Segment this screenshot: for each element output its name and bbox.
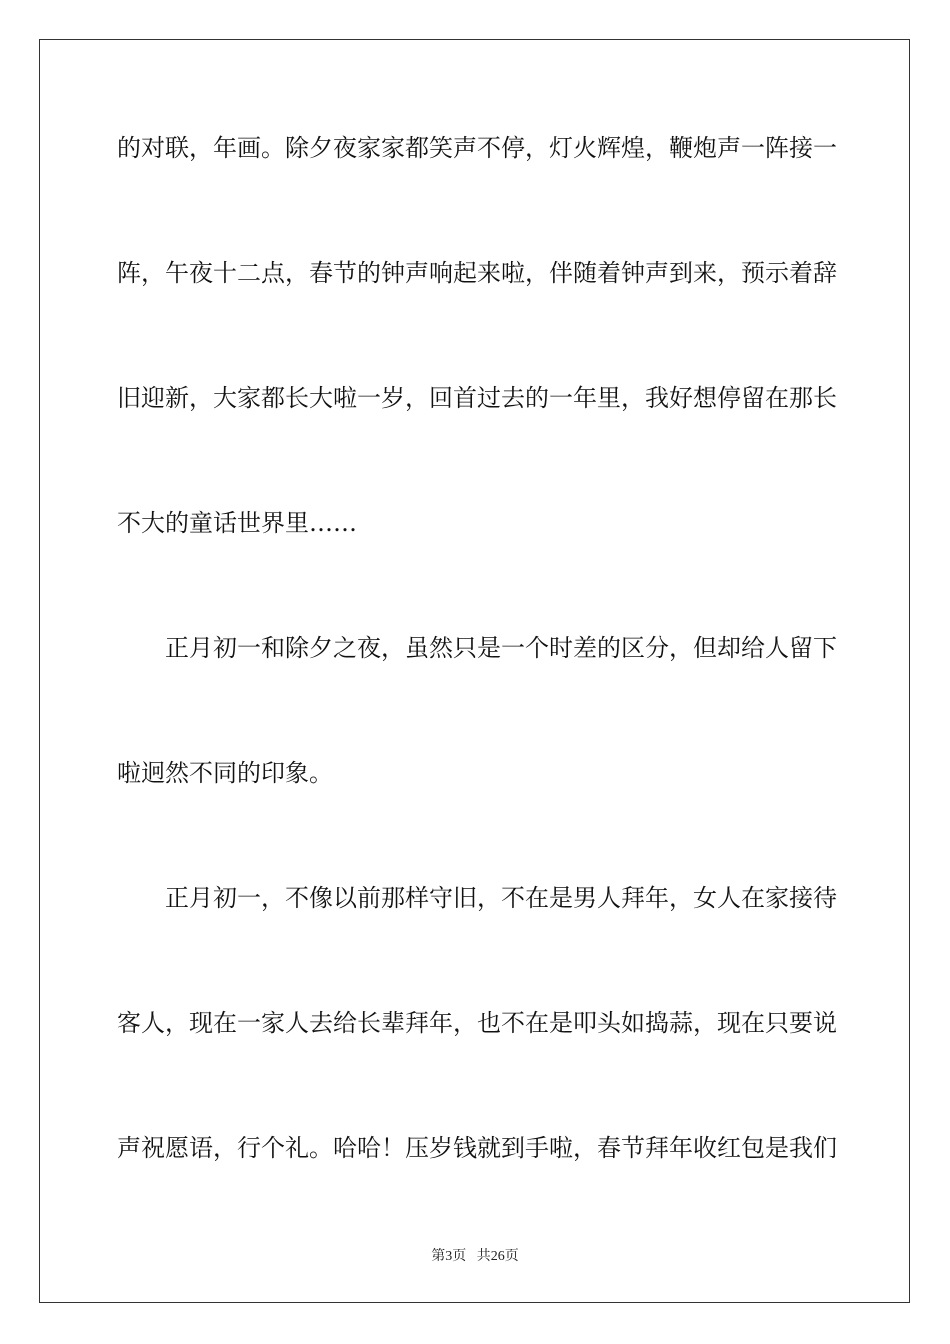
paragraph-first-line: 正月初一和除夕之夜，虽然只是一个时差的区分，但却给人留下 [165, 634, 837, 662]
text-line: 声祝愿语，行个礼。哈哈！压岁钱就到手啦，春节拜年收红包是我们 [117, 1134, 837, 1162]
text-line: 阵，午夜十二点，春节的钟声响起来啦，伴随着钟声到来，预示着辞 [117, 259, 837, 287]
page-footer [0, 1248, 950, 1266]
page-number: 第3页 [431, 1249, 467, 1264]
page-border [39, 39, 910, 1303]
text-line: 的对联，年画。除夕夜家家都笑声不停，灯火辉煌，鞭炮声一阵接一 [117, 134, 837, 162]
page-total: 共26页 [476, 1249, 519, 1264]
paragraph-first-line: 正月初一，不像以前那样守旧，不在是男人拜年，女人在家接待 [165, 884, 837, 912]
text-line: 客人，现在一家人去给长辈拜年，也不在是叩头如捣蒜，现在只要说 [117, 1009, 837, 1037]
text-line: 不大的童话世界里…… [117, 509, 357, 537]
text-line: 啦迥然不同的印象。 [117, 759, 333, 787]
text-line: 旧迎新，大家都长大啦一岁，回首过去的一年里，我好想停留在那长 [117, 384, 837, 412]
